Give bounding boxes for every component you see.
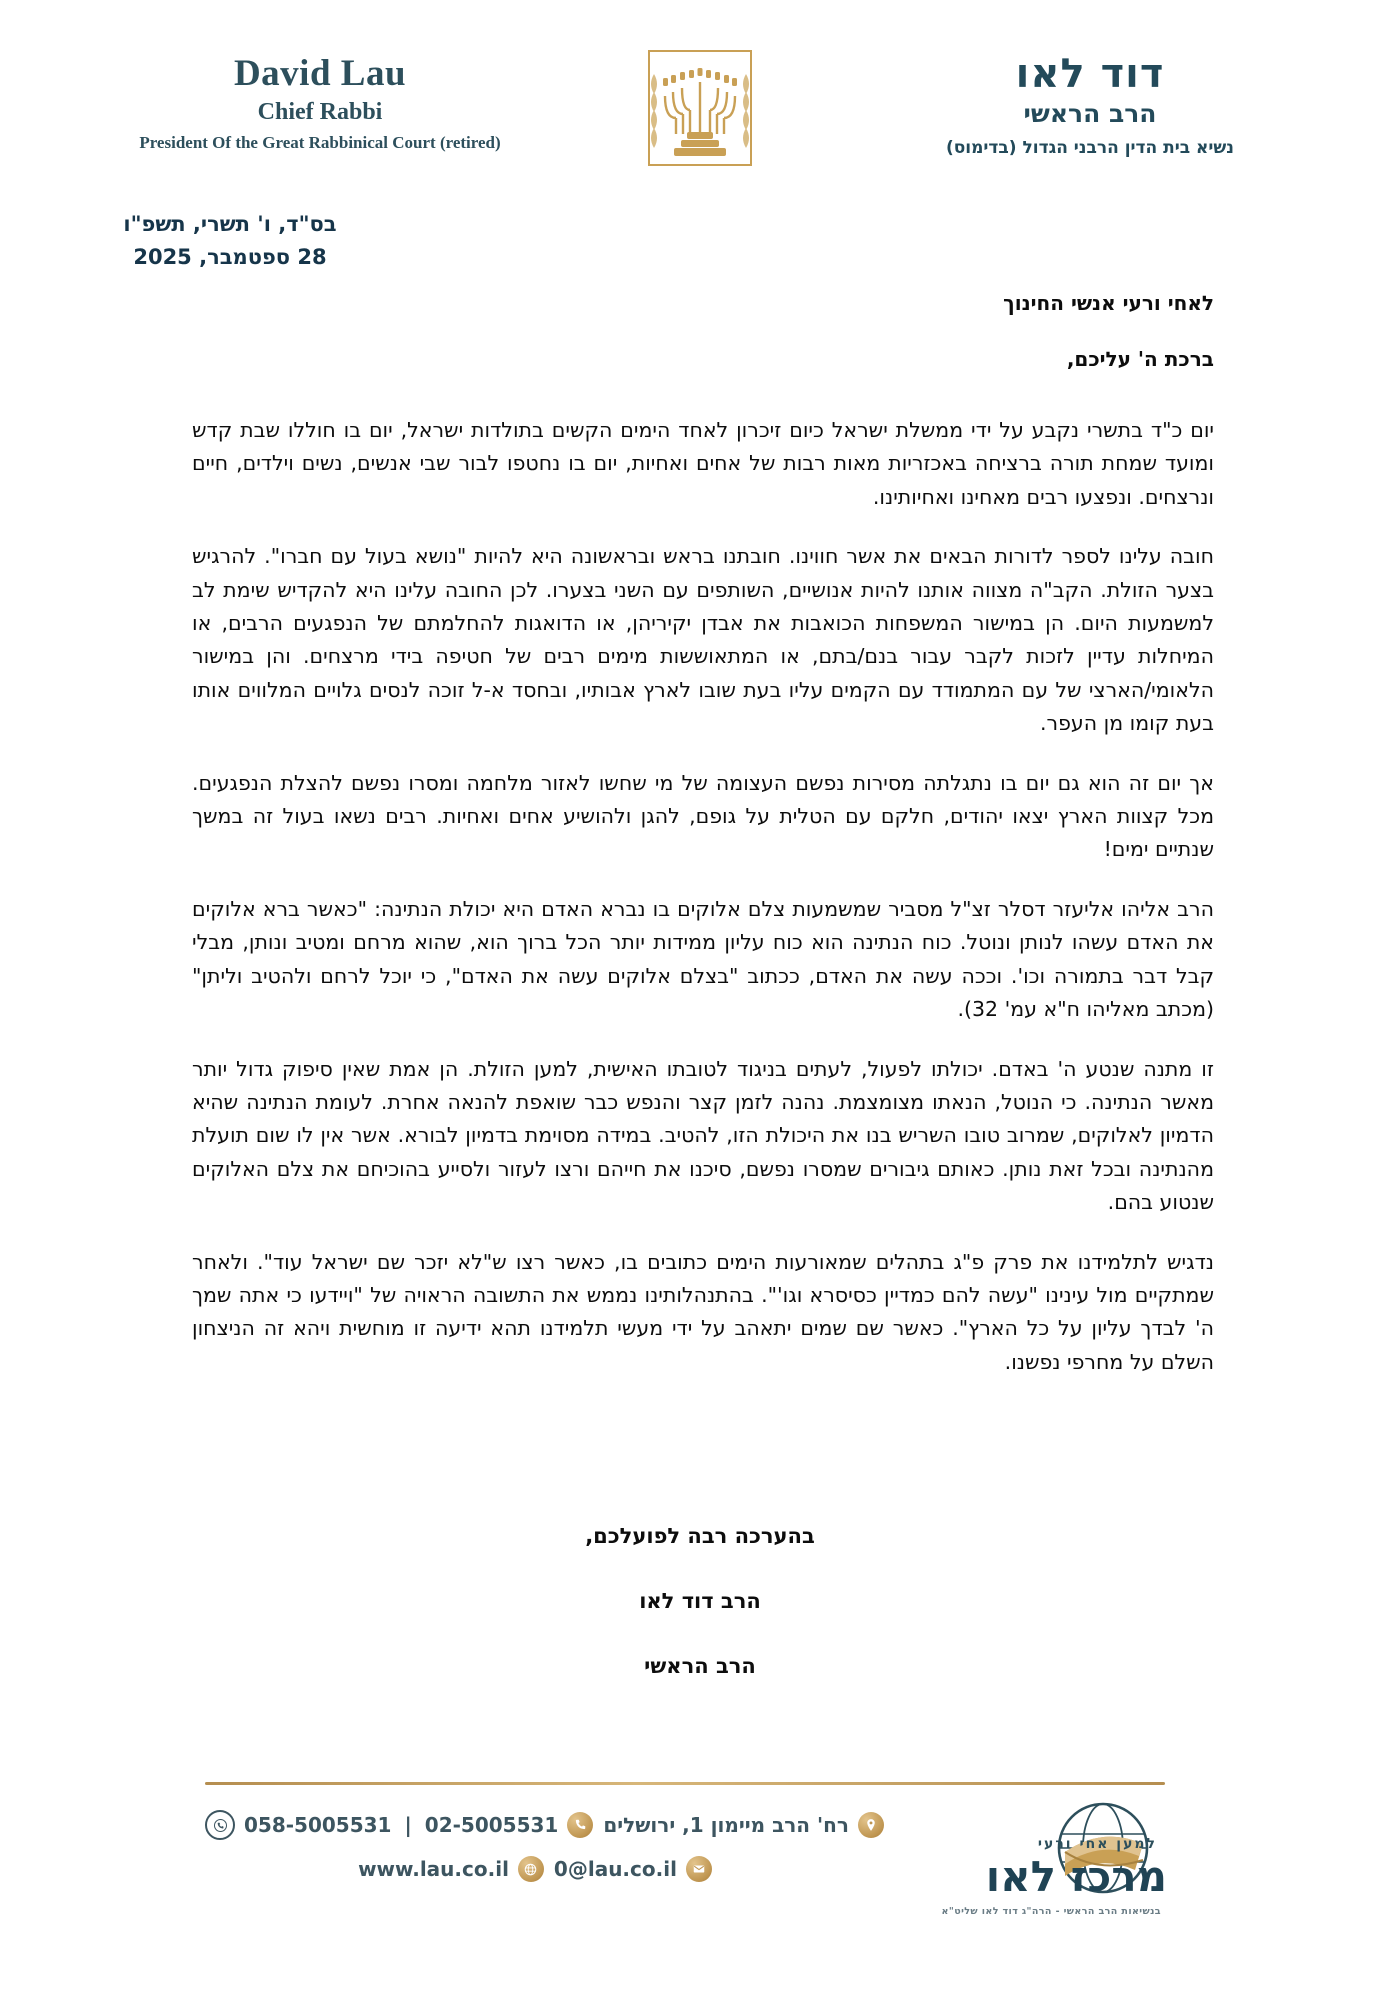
merkaz-lau-logo	[905, 1786, 1175, 1951]
signer-name: הרב דוד לאו	[639, 1589, 761, 1614]
contact-row-secondary	[205, 1856, 905, 1882]
address-item	[603, 1812, 884, 1838]
letterhead-english-block	[70, 54, 570, 155]
letterhead-header	[0, 44, 1400, 224]
logo-tagline: למען אחי ורעי	[1037, 1836, 1157, 1852]
gregorian-date: 28 ספטמבר, 2025	[133, 244, 327, 269]
phone-item[interactable]	[205, 1810, 593, 1840]
logo-name: מרכז לאו	[985, 1852, 1167, 1901]
contact-details	[205, 1810, 905, 1898]
paragraph: נדגיש לתלמידנו את פרק פ"ג בתהלים שמאורעות הימים כתובים בו, כאשר רצו ש"לא יזכר שם ישראל עוד". ולאחר שמתקיים מול עינינו "עשה להם כמדיין כסיסרא וגו'". בהתנהלותינו נממש את התשובה הראויה של "ויידעו כי אתה שמך ה' לבדך עליון על כל הארץ". כאשר שם שמים יתאהב על ידי מעשי תלמידנו תהא ידיעה זו מוחשית ויהא זה הניצחון השלם על מחרפי נפשנו.	[192, 1249, 1214, 1374]
hebrew-date: בס"ד, ו' תשרי, תשפ"ו	[123, 212, 337, 236]
letter-footer	[0, 1782, 1400, 1982]
israel-state-emblem-menorah-icon	[627, 48, 773, 168]
phone-icon	[567, 1812, 593, 1838]
english-name: David Lau	[233, 53, 407, 94]
date-block	[0, 208, 460, 273]
letter-body	[192, 288, 1214, 1379]
greeting: ברכת ה' עליכם,	[1066, 347, 1214, 371]
footer-divider	[205, 1782, 1165, 1785]
paragraph: זו מתנה שנטע ה' באדם. יכולתו לפעול, לעתים בניגוד לטובתו האישית, למען הזולת. הן אמת שאין סיפוק גדול יותר מאשר הנתינה. כי הנוטל, הנאתו מצומצמת. נהנה לזמן קצר והנפש כבר שואפת להנאה אחרת. לעומת הנתינה שהיא הדמיון לאלוקים, שמרוב טובו השריש בנו את היכולת הזו, להטיב. במידה מסוימת בדמיון לבורא. אשר אין לו שום תועלת מהנתינה ובכל זאת נותן. כאותם גיבורים שמסרו נפשם, סיכנו את חייהם ורצו לעזור ולסייע בהוכיחם את צלם האלוקים שנטוע בהם.	[192, 1056, 1214, 1215]
hebrew-name: דוד לאו	[1015, 51, 1165, 97]
email-text: 0@lau.co.il	[553, 1857, 677, 1881]
contact-row-primary	[205, 1810, 905, 1840]
letterhead-hebrew-block	[850, 52, 1330, 159]
english-title: Chief Rabbi	[257, 98, 383, 125]
salutation: לאחי ורעי אנשי החינוך	[1003, 291, 1214, 315]
paragraph: הרב אליהו אליעזר דסלר זצ"ל מסביר שמשמעות צלם אלוקים בו נברא האדם היא יכולת הנתינה: "כאשר ברא אלוקים את האדם עשהו לנותן ונוטל. כוח הנתינה הוא כוח עליון ממידות יותר הכל ברוך הוא, שהוא מרחם ומטיב ונותן, מבלי קבל דבר בתמורה וכו'. וככה עשה את האדם, ככתוב "בצלם אלוקים עשה את האדם", כי יוכל לרחם ולהטיב וליתן" (מכתב מאליהו ח"א עמ' 32).	[192, 896, 1214, 1022]
hebrew-title: הרב הראשי	[1023, 99, 1157, 128]
website-item[interactable]	[358, 1856, 544, 1882]
envelope-icon	[686, 1856, 712, 1882]
hebrew-role: נשיא בית הדין הרבני הגדול (בדימוס)	[945, 137, 1235, 158]
paragraph: אך יום זה הוא גם יום בו נתגלתה מסירות נפשם העצומה של מי שחשו לאזור מלחמה ומסרו נפשם להצלת הנפגעים. מכל קצוות הארץ יצאו יהודים, חלקם עם הטלית על גופם, להגן ולהושיע אחים ואחיות. רבים נשאו בעול זה במשך שנתיים ימים!	[192, 770, 1214, 862]
logo-subtitle: בנשיאות הרב הראשי - הרה"ג דוד לאו שליט"א	[941, 1906, 1161, 1917]
address-text: רח' הרב מיימון 1, ירושלים	[603, 1813, 849, 1837]
whatsapp-icon	[205, 1810, 235, 1840]
phone-separator: |	[404, 1813, 412, 1837]
signer-title: הרב הראשי	[644, 1654, 756, 1679]
globe-icon	[518, 1856, 544, 1882]
english-role: President Of the Great Rabbinical Court (retired)	[139, 133, 501, 153]
email-item[interactable]	[554, 1856, 712, 1882]
website-text: www.lau.co.il	[358, 1857, 509, 1881]
phone-office: 02-5005531	[424, 1813, 559, 1837]
closing-line: בהערכה רבה לפועלכם,	[585, 1524, 815, 1548]
phone-mobile: 058-5005531	[244, 1813, 392, 1837]
signature-block	[0, 1524, 1400, 1680]
location-pin-icon	[858, 1812, 884, 1838]
paragraph: יום כ"ד בתשרי נקבע על ידי ממשלת ישראל כיום זיכרון לאחד הימים הקשים בתולדות ישראל, יום בו חוללו שבת קדש ומועד שמחת תורה ברציחה באכזריות מאות רבות של אחים ואחיות, יום בו נחטפו לבור שבי אנשים, נשים וילדים, חיים ונרצחים. ונפצעו רבים מאחינו ואחיותינו.	[192, 418, 1214, 509]
paragraph: חובה עלינו לספר לדורות הבאים את אשר חווינו. חובתנו בראש ובראשונה היא להיות "נושא בעול עם חברו". להרגיש בצער הזולת. הקב"ה מצווה אותנו להיות אנושיים, השותפים עם השני בצערו. לכן החובה עלינו היא להקדיש שימת לב למשמעות היום. הן במישור המשפחות הכואבות את אבדן יקיריהן, או הדואגות להחלמתם של הנפגעים הרבים, או המיחלות עדיין לזכות לקבר עבור בנם/בתם, או המתאוששות מימים רבים של חטיפה בידי מרצחים. והן במישור הלאומי/הארצי של עם המתמודד עם הקמים עליו בעת שובו לארץ אבותיו, ובחסד א-ל זוכה לנסים גלויים המלווים אותו בעת קומו מן העפר.	[192, 544, 1214, 736]
